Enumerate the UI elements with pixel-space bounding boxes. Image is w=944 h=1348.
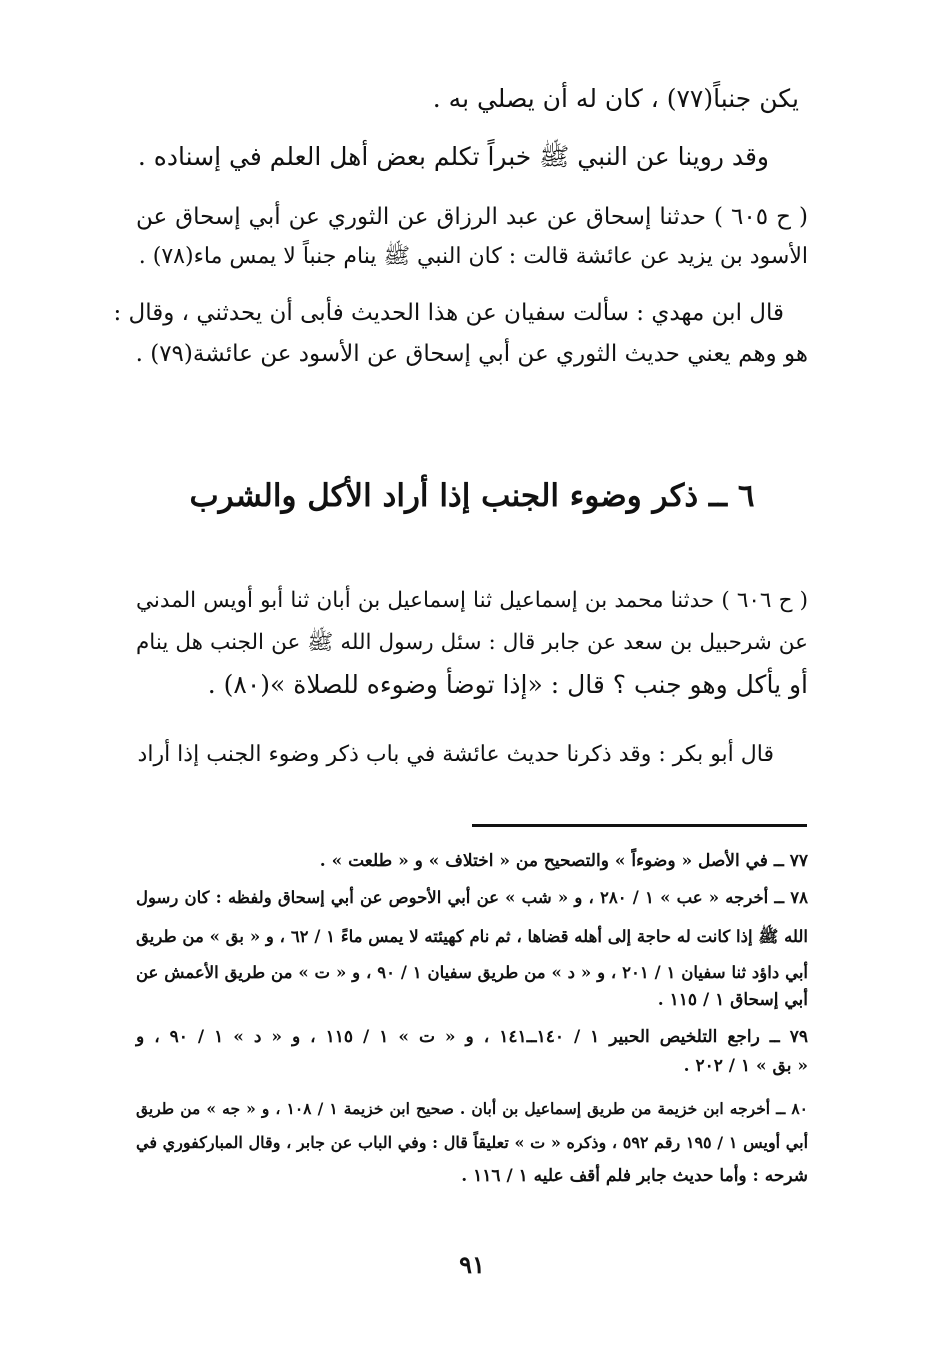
text-line: أو يأكل وهو جنب ؟ قال : «إذا توضأ وضوءه للصلاة »(٨٠) .	[207, 670, 808, 699]
footnote-line: ٧٨ ــ أخرجه « عب » ١ / ٢٨٠ ، و « شب » عن أبي الأحوص عن أبي إسحاق ولفظه : كان رسول	[136, 888, 808, 907]
text-line: ( ح ٦٠٦ ) حدثنا محمد بن إسماعيل ثنا إسماعيل بن أبان ثنا أبو أويس المدني	[136, 588, 808, 613]
section-heading: ٦ ــ ذكر وضوء الجنب إذا أراد الأكل والشرب	[189, 478, 755, 514]
text-line: الأسود بن يزيد عن عائشة قالت : كان النبي ﷺ ينام جنباً لا يمس ماء(٧٨) .	[138, 244, 808, 269]
footnote-line: أبي إسحاق ١ / ١١٥ .	[657, 990, 808, 1010]
footnote-line: أبي داؤد ثنا سفيان ١ / ٢٠١ ، و « د » من طريق سفيان ١ / ٩٠ ، و « ت » من طريق الأعمش عن	[136, 963, 808, 982]
footnote-line: « بق » ١ / ٢٠٢ .	[683, 1056, 808, 1076]
footnote-line: أبي أويس ١ / ١٩٥ رقم ٥٩٢ ، وذكره « ت » تعليقاً قال : وفي الباب عن جابر ، وقال المباركفوري في	[136, 1133, 809, 1152]
text-line: هو وهم يعني حديث الثوري عن أبي إسحاق عن الأسود عن عائشة(٧٩) .	[135, 341, 808, 367]
footnote-line: شرحه : وأما حديث جابر فلم أقف عليه ١ / ١١٦ .	[461, 1166, 808, 1186]
text-line: قال أبو بكر : وقد ذكرنا حديث عائشة في باب ذكر وضوء الجنب إذا أراد	[137, 742, 774, 767]
footnote-line: ٧٩ ــ راجع التلخيص الحبير ١ / ١٤٠ــ١٤١ ، و « ت » ١ / ١١٥ ، و « د » ١ / ٩٠ ، و	[136, 1027, 808, 1047]
text-line: ( ح ٦٠٥ ) حدثنا إسحاق عن عبد الرزاق عن الثوري عن أبي إسحاق عن	[136, 204, 808, 230]
text-line: قال ابن مهدي : سألت سفيان عن هذا الحديث فأبى أن يحدثني ، وقال :	[113, 300, 784, 326]
footnote-separator	[472, 824, 807, 827]
text-line: يكن جنباً(٧٧) ، كان له أن يصلي به .	[432, 84, 799, 113]
text-line: وقد روينا عن النبي ﷺ خبراً تكلم بعض أهل العلم في إسناده .	[137, 142, 769, 171]
page-number: ٩١	[459, 1250, 485, 1279]
text-line: عن شرحبيل بن سعد عن جابر قال : سئل رسول الله ﷺ عن الجنب هل ينام	[136, 630, 808, 655]
footnote-line: الله ﷺ إذا كانت له حاجة إلى أهله قضاها ، ثم نام كهيئته لا يمس ماءً ١ / ٦٢ ، و « بق » من طريق	[136, 927, 808, 946]
footnote-line: ٧٧ ــ في الأصل « وضوءاً » والتصحيح من « اختلاف » و « طلعت » .	[319, 851, 808, 871]
footnote-line: ٨٠ ــ أخرجه ابن خزيمة من طريق إسماعيل بن أبان . صحيح ابن خزيمة ١ / ١٠٨ ، و « جه » من طريق	[136, 1099, 808, 1118]
